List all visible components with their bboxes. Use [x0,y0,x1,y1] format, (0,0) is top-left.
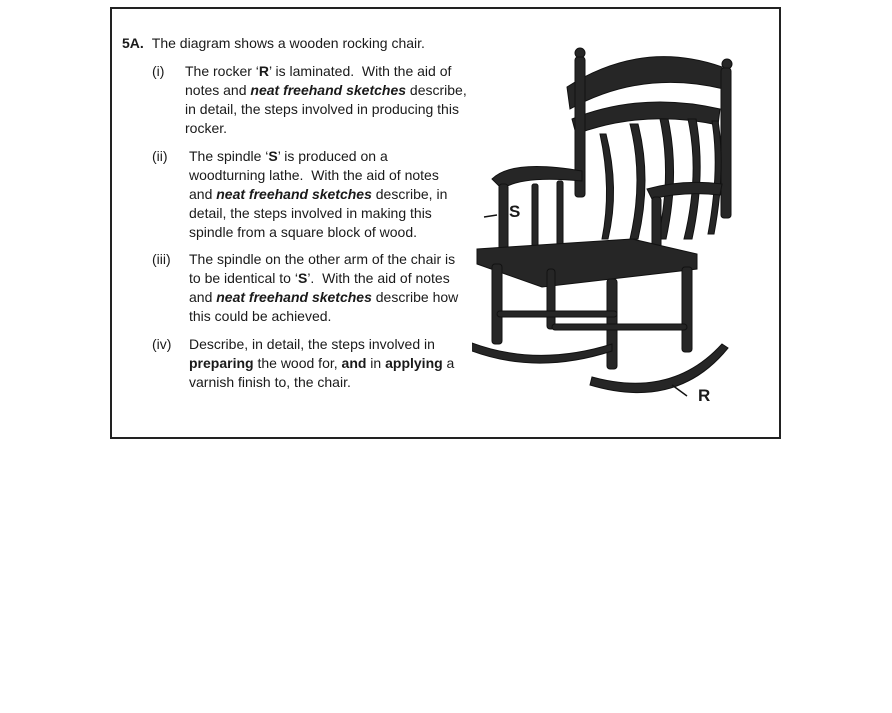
label-s: S [509,202,521,221]
part-label: (iv) [152,336,172,352]
rocking-chair-diagram [472,39,772,409]
part-text: The spindle ‘S’ is produced on a woodturning lathe. With the aid of notes and neat freehand sketches describe, in detail, the steps involved in making this spindle from a square block of wood. [189,148,448,240]
part-label: (ii) [152,148,168,164]
part-label: (iii) [152,251,171,267]
question-heading [122,35,425,51]
question-number: 5A. [122,35,144,51]
label-r: R [698,386,711,405]
part-label: (i) [152,63,165,79]
part-text: Describe, in detail, the steps involved in preparing the wood for, and in applying a varnish finish to, the chair. [189,336,455,390]
part-text: The rocker ‘R’ is laminated. With the aid of notes and neat freehand sketches describe, in detail, the steps involved in producing this rocker. [185,63,467,136]
part-text: The spindle on the other arm of the chair is to be identical to ‘S’. With the aid of notes and neat freehand sketches describe how this could be achieved. [189,251,459,324]
question-frame [110,7,781,439]
question-intro: The diagram shows a wooden rocking chair. [151,35,425,51]
